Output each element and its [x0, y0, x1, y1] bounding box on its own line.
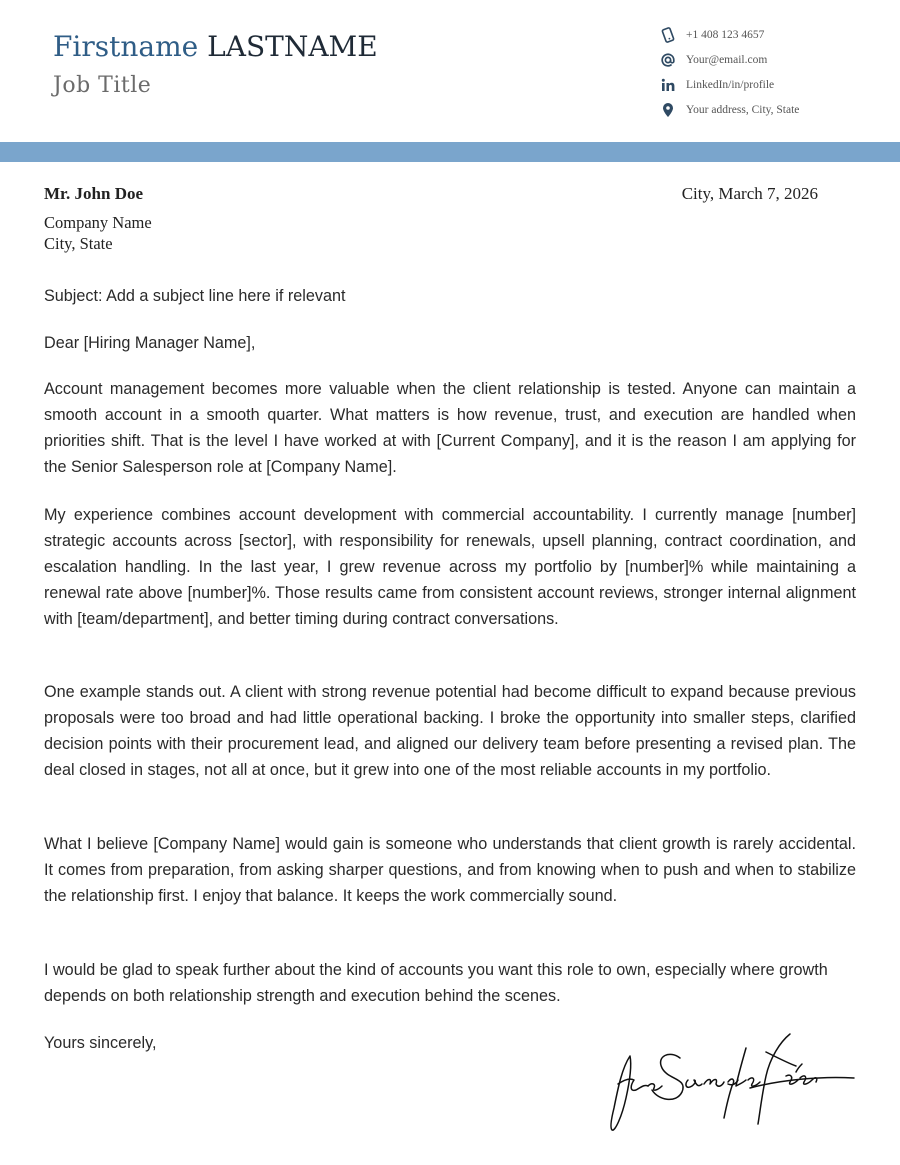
contact-address-text: Your address, City, State	[686, 103, 800, 116]
contact-phone	[660, 22, 890, 47]
job-title: Job Title	[53, 73, 152, 98]
contact-email	[660, 47, 890, 72]
header-accent-band	[0, 142, 900, 162]
at-sign-icon	[660, 52, 676, 68]
body-paragraph-3: One example stands out. A client with strong revenue potential had become difficult to expand because previous proposals were too broad and had little operational backing. I broke the opportunity into smaller steps, clarified decision points with their procurement lead, and aligned our delivery team before presenting a revised plan. The deal closed in stages, not all at once, but it grew into one of the most reliable accounts in my portfolio.	[44, 683, 856, 779]
body-paragraph-2: My experience combines account development with commercial accountability. I currently manage [number] strategic accounts across [sector], with responsibility for renewals, upsell planning, contract coordination, and escalation handling. In the last year, I grew revenue across my portfolio by [number]% while maintaining a renewal rate above [number]%. Those results came from consistent account reviews, stronger internal alignment with [team/department], and better timing during contract conversations.	[44, 506, 856, 628]
contact-address	[660, 97, 890, 122]
recipient-name: Mr. John Doe	[44, 184, 144, 203]
salutation: Dear [Hiring Manager Name],	[44, 334, 256, 352]
closing: Yours sincerely,	[44, 1034, 157, 1052]
subject-line: Subject: Add a subject line here if relevant	[44, 287, 346, 305]
letter-header	[0, 0, 900, 142]
letter-date: City, March 7, 2026	[681, 184, 818, 203]
contact-linkedin-text: LinkedIn/in/profile	[686, 78, 775, 91]
linkedin-icon	[660, 77, 676, 93]
contact-phone-text: +1 408 123 4657	[686, 28, 765, 41]
recipient-company: Company Name	[44, 213, 152, 232]
body-paragraph-4: What I believe [Company Name] would gain is someone who understands that client growth is rarely accidental. It comes from preparation, from asking sharper questions, and from knowing when to push and when to stabilize the relationship first. I enjoy that balance. It keeps the work commercially sound.	[44, 835, 856, 905]
body-paragraph-1: Account management becomes more valuable when the client relationship is tested. Anyone can maintain a smooth account in a smooth quarter. What matters is how revenue, trust, and execution are handled when priorities shift. That is the level I have worked at with [Current Company], and it is the reason I am applying for the Senior Salesperson role at [Company Name].	[44, 380, 856, 476]
location-pin-icon	[660, 102, 676, 118]
phone-icon	[660, 27, 676, 43]
last-name: LASTNAME	[207, 30, 378, 63]
body-paragraph-5: I would be glad to speak further about the kind of accounts you want this role to own, especially where growth depends on both relationship strength and execution behind the scenes.	[44, 961, 828, 1005]
applicant-name	[53, 30, 378, 64]
signature-image	[600, 1028, 862, 1138]
recipient-city-state: City, State	[44, 234, 113, 253]
contact-email-text: Your@email.com	[686, 53, 768, 66]
contact-list	[660, 22, 890, 122]
first-name: Firstname	[53, 30, 199, 63]
contact-linkedin	[660, 72, 890, 97]
